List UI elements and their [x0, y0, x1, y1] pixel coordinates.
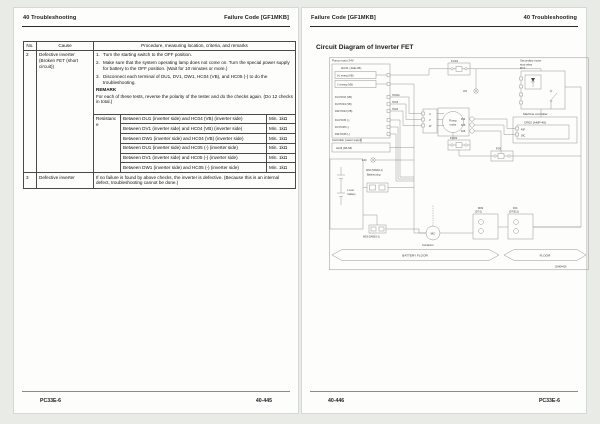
- table-row: [24, 50, 296, 114]
- label-wire-hc04: HC04: [392, 108, 399, 112]
- label-pin-dw-hc05: DW-HC05 (-): [335, 133, 350, 137]
- row3-no: 3: [24, 173, 37, 188]
- label-hc01: HC01 (JAE-36): [341, 66, 362, 70]
- check-between: Between DU1 (inverter side) and HC04 (VB) (inverter side): [121, 114, 267, 124]
- check-between: Between DV1 (inverter side) and HC04 (VB) (inverter side): [121, 124, 267, 134]
- drawing-number: 02H04416: [555, 265, 567, 269]
- m09-connector: [473, 214, 498, 239]
- header-rule: [22, 26, 290, 27]
- remark-text: For each of these tests, reverse the polarity of the tester and do the checks again. (Do 12 checks in total.): [96, 93, 293, 105]
- header-failure-code: Failure Code [GF1MKB]: [224, 15, 289, 21]
- label-contactor: Contactor: [422, 243, 434, 247]
- label-phase-u: U: [429, 113, 431, 117]
- terminal-f05: [470, 123, 474, 127]
- row3-cause: Defective inverter: [37, 173, 94, 188]
- label-cr02-pin1: 40F: [521, 128, 526, 132]
- label-phase-w: W: [429, 125, 432, 129]
- label-f04-conn: F04: [513, 206, 518, 210]
- row2-cause: Defective inverter (Broken FET (short circuit)): [37, 50, 94, 172]
- check-between: Between DW1 (inverter side) and HC04 (VB) (inverter side): [121, 134, 267, 144]
- label-fu01: FU01: [451, 58, 459, 63]
- label-ctrl-supply: Controller power supply: [332, 138, 362, 143]
- col-cause: Cause: [37, 42, 94, 51]
- label-pump-system: Pump motor 24V: [332, 58, 354, 63]
- page-footer: [328, 398, 560, 404]
- check-between: Between DW1 (inverter side) and HC05 (-) (inverter side): [121, 163, 267, 173]
- header-section: 40 Troubleshooting: [523, 15, 577, 21]
- footer-page-number: 40-446: [328, 398, 345, 404]
- label-battery-1: Li-ion: [347, 189, 355, 192]
- f04-connector: [508, 214, 533, 239]
- label-f03: F03: [496, 146, 501, 151]
- page-header: [23, 15, 289, 21]
- label-floor: FLOOR: [539, 253, 551, 258]
- label-supply-conn: HL03 (AB-1B): [336, 146, 353, 150]
- row2-procedure: [94, 50, 296, 114]
- label-pump-2: motor: [449, 123, 457, 127]
- label-relay-1: Secondary motor: [520, 58, 542, 63]
- table-header-row: [24, 42, 296, 51]
- footer-model: PC33E-6: [538, 398, 560, 404]
- measure-label: Resistance: [94, 114, 121, 172]
- footer-rule: [22, 391, 290, 392]
- label-cr02-pin2: 39C: [521, 134, 526, 138]
- label-j02: J02: [463, 90, 468, 94]
- label-pin-du-hc05: DU-HC05 (-): [335, 119, 350, 123]
- label-wire-hc03: HC03: [392, 101, 399, 105]
- check-between: Between DV1 (inverter side) and HC05 (-) (inverter side): [121, 153, 267, 163]
- label-w03: W03 (5AN63-1): [363, 235, 380, 239]
- procedure-step: 1. Turn the starting switch to the OFF position.: [96, 52, 192, 58]
- label-relay-3: RY1: [520, 66, 526, 71]
- check-value: Min. 1kΩ: [267, 114, 296, 124]
- troubleshooting-table: [23, 41, 296, 189]
- label-pin-dw-hc04: DW-HC04 (VB): [335, 110, 353, 114]
- label-cr02: CR02 (AMP-40): [524, 120, 547, 125]
- check-value: Min. 1kΩ: [267, 124, 296, 134]
- check-between: Between DU1 (inverter side) and HC05 (-) (inverter side): [121, 143, 267, 153]
- footer-model: PC33E-6: [40, 398, 62, 404]
- label-battery-2: battery: [347, 193, 356, 196]
- header-section: 40 Troubleshooting: [23, 15, 77, 21]
- table-row: [24, 173, 296, 188]
- label-e10: E10: [362, 159, 367, 163]
- label-pin-du-hc04: DU-HC04 (VB): [335, 96, 352, 100]
- label-m09: M09: [478, 206, 484, 210]
- check-value: Min. 1kΩ: [267, 153, 296, 163]
- label-pin-dv-hc04: DV-HC04 (VB): [335, 103, 352, 107]
- check-value: Min. 1kΩ: [267, 163, 296, 173]
- battery-box: [330, 159, 363, 229]
- label-fu03: FU03: [450, 135, 458, 140]
- relay-box: [521, 71, 565, 109]
- label-energ-plus: (+) energ (VB): [337, 74, 354, 78]
- terminal-f06: [470, 129, 474, 133]
- procedure-step: 3. Disconnect each terminal of DU1, DV1, DW1, HC04 (VB), and HC05 (-) to do the troubleshooting.: [96, 73, 268, 85]
- row2-no: 2: [24, 50, 37, 172]
- col-no: No.: [24, 42, 37, 51]
- label-f04: F04: [461, 118, 466, 121]
- label-mc: MC: [430, 231, 436, 236]
- footer-rule: [310, 391, 578, 392]
- label-pin-dv-hc05: DV-HC05 (-): [335, 126, 350, 130]
- page-header: [311, 15, 577, 21]
- label-wire-hc02a: HC02A: [392, 94, 400, 98]
- label-f06: F06: [461, 130, 466, 133]
- label-f04-type: (DT-B12): [509, 210, 519, 214]
- label-m09-type: (DT-2): [475, 210, 482, 214]
- check-value: Min. 1kΩ: [267, 134, 296, 144]
- terminal-f04: [470, 117, 474, 121]
- label-energ-minus: (-) energ (VB): [337, 83, 353, 87]
- diode-icon: [531, 78, 535, 82]
- label-w02: W02 (5AN63-1): [366, 169, 383, 172]
- header-rule: [310, 26, 578, 27]
- label-phase-v: V: [429, 119, 431, 123]
- footer-page-number: 40-445: [255, 398, 272, 404]
- label-relay-2: stop relay: [520, 62, 533, 67]
- manual-page-right: [301, 7, 587, 414]
- page-footer: [40, 398, 272, 404]
- procedure-step: 2. Make sure that the system operating lamp does not come on. Turn the special power supply for battery to the OFF position. (Wait for 10 minutes or more.): [96, 60, 290, 71]
- col-procedure: Procedure, measuring location, criteria, and remarks: [94, 42, 296, 51]
- label-battery-plug: Battery plug: [367, 173, 381, 177]
- label-battery-floor: BATTERY FLOOR: [402, 253, 428, 258]
- label-machine-controller: Machine controller: [523, 111, 548, 116]
- label-pump-1: Pump: [449, 118, 457, 123]
- manual-page-left: [13, 7, 299, 414]
- row3-text: If no failure is found by above checks, the inverter is defective. (Because this is an internal defect, troubleshooting cannot be done.): [94, 173, 296, 188]
- header-failure-code: Failure Code [GF1MKB]: [311, 15, 376, 21]
- circuit-diagram: [329, 57, 589, 272]
- remark-heading: REMARK: [96, 87, 117, 93]
- check-value: Min. 1kΩ: [267, 143, 296, 153]
- diagram-title: Circuit Diagram of Inverter FET: [316, 44, 414, 51]
- label-f05: F05: [461, 124, 466, 127]
